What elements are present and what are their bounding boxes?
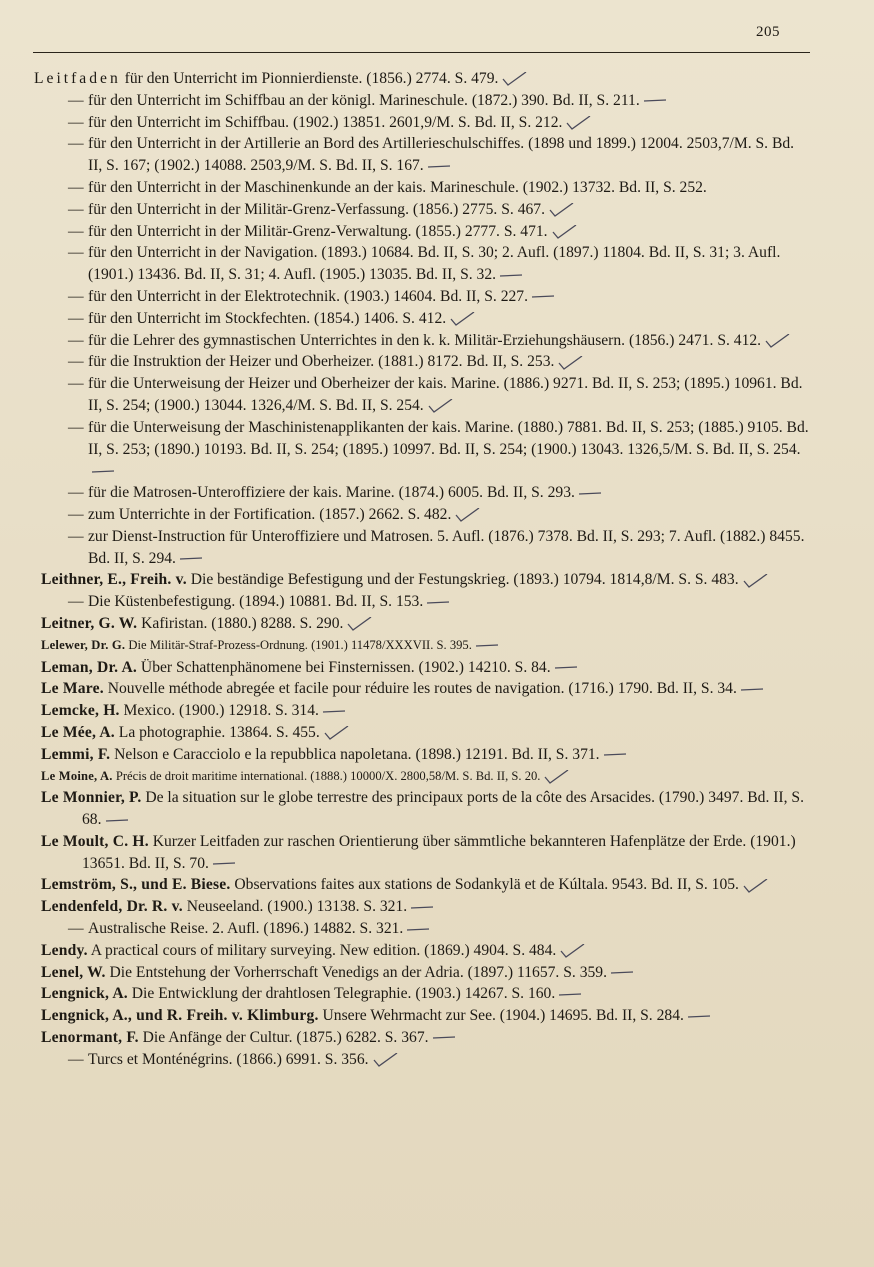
dash-mark-icon <box>609 966 639 980</box>
check-mark-icon <box>500 72 530 86</box>
entry-text: Über Schattenphänomene bei Finsternissen. (1902.) 14210. S. 84. <box>137 658 551 676</box>
check-mark-icon <box>547 203 577 217</box>
entry-text: für den Unterricht in der Artillerie an Bord des Artillerieschulschiffes. (1898 und 1899.) 12004. 2503,7/M. S. Bd. II, S. 167; (1902.) 14088. 2503,9/M. S. Bd. II, S. 167. <box>88 135 795 175</box>
ditto-dash: — <box>68 244 84 262</box>
entry-author: Le Moine, A. <box>41 768 113 783</box>
entry-text: Nouvelle méthode abregée et facile pour réduire les routes de navigation. (1716.) 1790. Bd. II, S. 34. <box>103 680 737 698</box>
catalog-entry <box>34 678 812 700</box>
entry-text: De la situation sur le globe terrestre des principaux ports de la côte des Arsacides. (1790.) 3497. Bd. II, S. 68. <box>82 789 804 829</box>
ditto-dash: — <box>68 287 84 305</box>
catalog-entry <box>34 482 812 504</box>
entry-text: Die Küstenbefestigung. (1894.) 10881. Bd. II, S. 153. <box>88 593 424 611</box>
entry-text: Die Entstehung der Vorherrschaft Venedigs an der Adria. (1897.) 11657. S. 359. <box>105 963 607 981</box>
catalog-entry <box>34 417 812 482</box>
check-mark-icon <box>550 225 580 239</box>
entry-text: für den Unterricht in der Militär-Grenz-Verwaltung. (1855.) 2777. S. 471. <box>88 222 548 240</box>
check-mark-icon <box>453 508 483 522</box>
catalog-entry <box>34 242 812 286</box>
entry-author: Lemström, S., und E. Biese. <box>41 876 231 894</box>
catalog-entry <box>34 1049 812 1071</box>
catalog-entry <box>34 962 812 984</box>
check-mark-icon <box>564 116 594 130</box>
check-mark-icon <box>542 770 572 784</box>
catalog-entry <box>34 569 812 591</box>
entry-text: Observations faites aux stations de Sodankylä et de Kúltala. 9543. Bd. II, S. 105. <box>230 876 739 894</box>
entry-text: für die Lehrer des gymnastischen Unterrichtes in den k. k. Militär-Erziehungshäusern. (1856.) 2471. S. 412. <box>88 331 762 349</box>
ditto-dash: — <box>68 505 84 523</box>
entry-author: Leithner, E., Freih. v. <box>41 571 187 589</box>
check-mark-icon <box>322 726 352 740</box>
entry-author: Le Mare. <box>41 680 104 698</box>
ditto-dash: — <box>68 135 84 153</box>
entry-text: Kafiristan. (1880.) 8288. S. 290. <box>137 614 344 632</box>
entry-text: Nelson e Caracciolo e la repubblica napoletana. (1898.) 12191. Bd. II, S. 371. <box>110 745 600 763</box>
entry-text: Die Entwicklung der drahtlosen Telegraphie. (1903.) 14267. S. 160. <box>127 985 556 1003</box>
check-mark-icon <box>558 944 588 958</box>
entry-author: Le Monnier, P. <box>41 789 142 807</box>
header-rule <box>33 52 810 53</box>
dash-mark-icon <box>474 639 504 653</box>
dash-mark-icon <box>577 487 607 501</box>
entry-text: Australische Reise. 2. Aufl. (1896.) 14882. S. 321. <box>88 920 404 938</box>
catalog-entry <box>34 722 812 744</box>
catalog-entry <box>34 831 812 875</box>
check-mark-icon <box>556 356 586 370</box>
entry-text: Die Militär-Straf-Prozess-Ordnung. (1901.) 11478/XXXVII. S. 395. <box>125 637 472 652</box>
catalog-entry <box>34 700 812 722</box>
catalog-entry <box>34 308 812 330</box>
catalog-entry <box>34 766 812 788</box>
ditto-dash: — <box>68 418 84 436</box>
entry-author: Le Moult, C. H. <box>41 832 149 850</box>
dash-mark-icon <box>405 923 435 937</box>
entry-author: Leitfaden <box>34 70 121 87</box>
catalog-entry <box>34 896 812 918</box>
ditto-dash: — <box>68 920 84 938</box>
dash-mark-icon <box>425 596 455 610</box>
dash-mark-icon <box>498 269 528 283</box>
catalog-entry <box>34 591 812 613</box>
ditto-dash: — <box>68 113 84 131</box>
check-mark-icon <box>741 574 771 588</box>
catalog-entries <box>34 68 812 1071</box>
entry-text: zum Unterrichte in der Fortification. (1857.) 2662. S. 482. <box>88 505 452 523</box>
ditto-dash: — <box>68 593 84 611</box>
dash-mark-icon <box>90 465 120 479</box>
ditto-dash: — <box>68 178 84 196</box>
catalog-entry <box>34 874 812 896</box>
catalog-entry <box>34 330 812 352</box>
entry-text: A practical cours of military surveying. New edition. (1869.) 4904. S. 484. <box>87 941 557 959</box>
ditto-dash: — <box>68 309 84 327</box>
entry-author: Leitner, G. W. <box>41 614 138 632</box>
dash-mark-icon <box>426 160 456 174</box>
catalog-entry <box>34 286 812 308</box>
catalog-entry <box>34 635 812 657</box>
entry-text: Turcs et Monténégrins. (1866.) 6991. S. 356. <box>88 1050 369 1068</box>
entry-text: Kurzer Leitfaden zur raschen Orientierung über sämmtliche bekannteren Hafenplätze der Erde. (1901.) 13651. Bd. II, S. 70. <box>82 832 796 872</box>
entry-text: für den Unterricht im Pionnierdienste. (1856.) 2774. S. 479. <box>120 70 499 87</box>
entry-author: Leman, Dr. A. <box>41 658 138 676</box>
catalog-entry <box>34 351 812 373</box>
entry-text: zur Dienst-Instruction für Unteroffiziere und Matrosen. 5. Aufl. (1876.) 7378. Bd. II, S. 293; 7. Aufl. (1882.) 8455. Bd. II, S. 294. <box>88 527 805 567</box>
entry-text: Neuseeland. (1900.) 13138. S. 321. <box>182 898 408 916</box>
entry-text: Précis de droit maritime international. (1888.) 10000/X. 2800,58/M. S. Bd. II, S. 20. <box>112 768 541 783</box>
entry-author: Lengnick, A., und R. Freih. v. Klimburg. <box>41 1007 319 1025</box>
entry-text: für den Unterricht in der Militär-Grenz-Verfassung. (1856.) 2775. S. 467. <box>88 200 545 218</box>
dash-mark-icon <box>739 683 769 697</box>
check-mark-icon <box>763 334 793 348</box>
catalog-entry <box>34 112 812 134</box>
entry-author: Lemmi, F. <box>41 745 111 763</box>
entry-text: für die Unterweisung der Maschinistenapplikanten der kais. Marine. (1880.) 7881. Bd. II, S. 253; (1885.) 9105. Bd. II, S. 253; (1890.) 10193. Bd. II, S. 254; (1895.) 10997. Bd. II, S. 254; (1900.) 13043. 1326,5/M. S. Bd. II, S. 254. <box>88 418 809 458</box>
ditto-dash: — <box>68 200 84 218</box>
dash-mark-icon <box>553 661 583 675</box>
ditto-dash: — <box>68 91 84 109</box>
entry-text: für den Unterricht im Schiffbau. (1902.) 13851. 2601,9/M. S. Bd. II, S. 212. <box>88 113 563 131</box>
entry-text: Die beständige Befestigung und der Festungskrieg. (1893.) 10794. 1814,8/M. S. S. 483. <box>186 571 739 589</box>
catalog-entry <box>34 940 812 962</box>
catalog-entry <box>34 177 812 199</box>
ditto-dash: — <box>68 1050 84 1068</box>
entry-author: Lemcke, H. <box>41 702 120 720</box>
entry-author: Le Mée, A. <box>41 723 115 741</box>
entry-text: für den Unterricht in der Maschinenkunde an der kais. Marineschule. (1902.) 13732. Bd. II, S. 252. <box>88 178 707 196</box>
dash-mark-icon <box>642 94 672 108</box>
entry-text: für die Instruktion der Heizer und Oberheizer. (1881.) 8172. Bd. II, S. 253. <box>88 353 555 371</box>
catalog-entry <box>34 787 812 831</box>
entry-text: für den Unterricht im Schiffbau an der königl. Marineschule. (1872.) 390. Bd. II, S. 211. <box>88 91 640 109</box>
entry-author: Lelewer, Dr. G. <box>41 637 126 652</box>
dash-mark-icon <box>409 901 439 915</box>
catalog-entry <box>34 744 812 766</box>
entry-text: für den Unterricht im Stockfechten. (1854.) 1406. S. 412. <box>88 309 447 327</box>
entry-author: Lendy. <box>41 941 88 959</box>
dash-mark-icon <box>686 1010 716 1024</box>
catalog-entry <box>34 983 812 1005</box>
entry-text: für die Unterweisung der Heizer und Oberheizer der kais. Marine. (1886.) 9271. Bd. II, S. 253; (1895.) 10961. Bd. II, S. 254; (1900.) 13044. 1326,4/M. S. Bd. II, S. 254. <box>88 375 803 414</box>
catalog-entry <box>34 373 812 417</box>
dash-mark-icon <box>104 814 134 828</box>
entry-text: Unsere Wehrmacht zur See. (1904.) 14695. Bd. II, S. 284. <box>318 1007 684 1025</box>
ditto-dash: — <box>68 331 84 349</box>
dash-mark-icon <box>602 748 632 762</box>
entry-text: für den Unterricht in der Navigation. (1893.) 10684. Bd. II, S. 30; 2. Aufl. (1897.) 11804. Bd. II, S. 31; 3. Aufl. (1901.) 13436. Bd. II, S. 31; 4. Aufl. (1905.) 13035. Bd. II, S. 32. <box>88 244 781 284</box>
check-mark-icon <box>371 1053 401 1067</box>
catalog-entry <box>34 1027 812 1049</box>
dash-mark-icon <box>431 1031 461 1045</box>
catalog-entry <box>34 221 812 243</box>
dash-mark-icon <box>321 705 351 719</box>
check-mark-icon <box>345 617 375 631</box>
ditto-dash: — <box>68 353 84 371</box>
ditto-dash: — <box>68 222 84 240</box>
check-mark-icon <box>426 399 456 413</box>
check-mark-icon <box>741 879 771 893</box>
catalog-entry <box>34 918 812 940</box>
ditto-dash: — <box>68 375 84 393</box>
entry-text: für die Matrosen-Unteroffiziere der kais. Marine. (1874.) 6005. Bd. II, S. 293. <box>88 484 575 502</box>
catalog-entry <box>34 1005 812 1027</box>
entry-author: Lendenfeld, Dr. R. v. <box>41 898 183 916</box>
entry-author: Lenormant, F. <box>41 1029 139 1047</box>
entry-text: La photographie. 13864. S. 455. <box>114 723 320 741</box>
entry-author: Lengnick, A. <box>41 985 128 1003</box>
page-number: 205 <box>756 24 780 40</box>
entry-text: Mexico. (1900.) 12918. S. 314. <box>119 702 319 720</box>
catalog-entry <box>34 526 812 570</box>
catalog-entry <box>34 199 812 221</box>
ditto-dash: — <box>68 484 84 502</box>
dash-mark-icon <box>211 857 241 871</box>
dash-mark-icon <box>530 290 560 304</box>
catalog-entry <box>34 68 812 90</box>
ditto-dash: — <box>68 527 84 545</box>
dash-mark-icon <box>557 988 587 1002</box>
catalog-entry <box>34 657 812 679</box>
dash-mark-icon <box>178 552 208 566</box>
catalog-entry <box>34 504 812 526</box>
check-mark-icon <box>448 312 478 326</box>
catalog-entry <box>34 133 812 177</box>
entry-text: Die Anfänge der Cultur. (1875.) 6282. S. 367. <box>138 1029 429 1047</box>
entry-text: für den Unterricht in der Elektrotechnik. (1903.) 14604. Bd. II, S. 227. <box>88 287 528 305</box>
catalog-entry <box>34 613 812 635</box>
entry-author: Lenel, W. <box>41 963 106 981</box>
catalog-entry <box>34 90 812 112</box>
